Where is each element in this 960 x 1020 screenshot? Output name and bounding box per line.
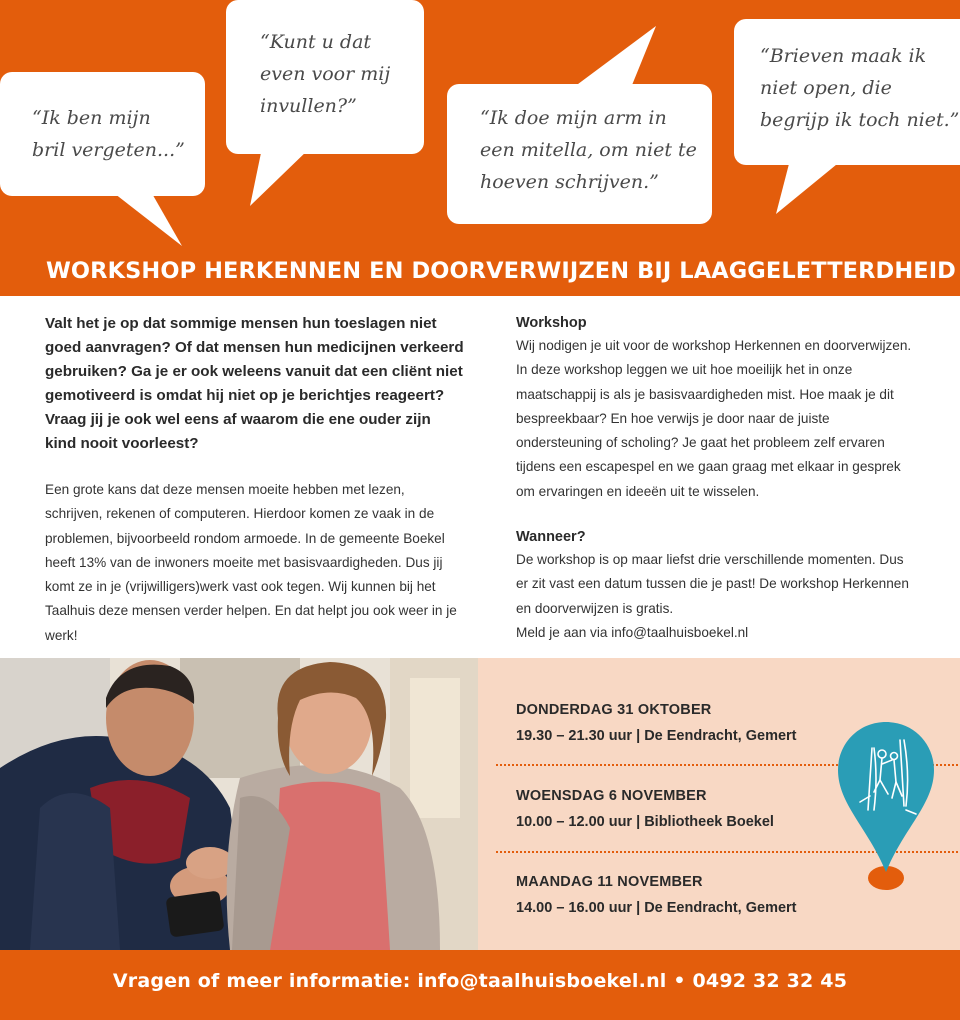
page-title: WORKSHOP HERKENNEN EN DOORVERWIJZEN BIJ LAAGGELETTERDHEID xyxy=(46,258,956,284)
right-column xyxy=(516,312,916,645)
body-paragraph: Een grote kans dat deze mensen moeite hebben met lezen, schrijven, rekenen of computeren. Hierdoor komen ze vaak in de problemen, bijvoorbeeld rondom armoede. In de gemeente Boekel heeft 13% van de inwoners moeite met basisvaardigheden. Dus jij komt ze in je (vrijwilligers)werk vast ook tegen. Wij kunnen bij het Taalhuis deze mensen verder helpen. En dat helpt jou ook weer in je werk! xyxy=(45,482,457,643)
map-pin-icon xyxy=(834,718,938,894)
session-1-time: 19.30 – 21.30 uur | De Eendracht, Gemert xyxy=(516,728,797,744)
quote-1: “Ik ben mijn bril vergeten...” xyxy=(32,107,185,161)
photo-two-people-with-phone xyxy=(0,658,478,950)
photo-illustration xyxy=(0,658,478,950)
session-1 xyxy=(516,702,797,744)
signup-line: Meld je aan via info@taalhuisboekel.nl xyxy=(516,624,749,640)
workshop-paragraph: Wij nodigen je uit voor de workshop Herkennen en doorverwijzen. In deze workshop leggen we uit hoe moeilijk het in onze maatschappij is als je basisvaardigheden mist. Hoe maak je dit bespreekbaar? En hoe verwijs je door naar de juiste ondersteuning of scholing? Je gaat het probleem zelf ervaren tijdens een escapespel en we gaan graag met elkaar in gesprek om ervaringen en ideeën uit te wisselen. xyxy=(516,338,912,499)
workshop-heading: Workshop xyxy=(516,315,587,331)
when-heading: Wanneer? xyxy=(516,529,586,546)
session-2 xyxy=(516,788,774,830)
session-2-time: 10.00 – 12.00 uur | Bibliotheek Boekel xyxy=(516,814,774,830)
intro-paragraph: Valt het je op dat sommige mensen hun toeslagen niet goed aanvragen? Of dat mensen hun medicijnen verkeerd gebruiken? Ga je er ook weleens vanuit dat een cliënt niet gemotiveerd is omdat hij niet op je berichtjes reageert? Vraag jij je ook wel eens af waarom die ene ouder zijn kind nooit voorleest? xyxy=(45,315,464,452)
session-1-day: DONDERDAG 31 OKTOBER xyxy=(516,702,712,718)
header-banner xyxy=(0,0,960,296)
quote-4: “Brieven maak ik niet open, die begrijp ik toch niet.” xyxy=(760,45,960,131)
session-3-time: 14.00 – 16.00 uur | De Eendracht, Gemert xyxy=(516,900,797,916)
footer-contact: Vragen of meer informatie: info@taalhuisboekel.nl • 0492 32 32 45 xyxy=(112,970,848,992)
when-paragraph: De workshop is op maar liefst drie verschillende momenten. Dus er zit vast een datum tussen die je past! De workshop Herkennen en doorverwijzen is gratis. xyxy=(516,552,909,616)
session-3-day: MAANDAG 11 NOVEMBER xyxy=(516,874,703,890)
quote-2: “Kunt u dat even voor mij invullen?” xyxy=(260,31,391,117)
footer-banner xyxy=(0,950,960,1020)
left-column xyxy=(45,312,465,648)
session-2-day: WOENSDAG 6 NOVEMBER xyxy=(516,788,707,804)
session-3 xyxy=(516,874,797,916)
quote-3: “Ik doe mijn arm in een mitella, om niet te hoeven schrijven.” xyxy=(480,107,697,193)
schedule-panel xyxy=(478,658,960,950)
